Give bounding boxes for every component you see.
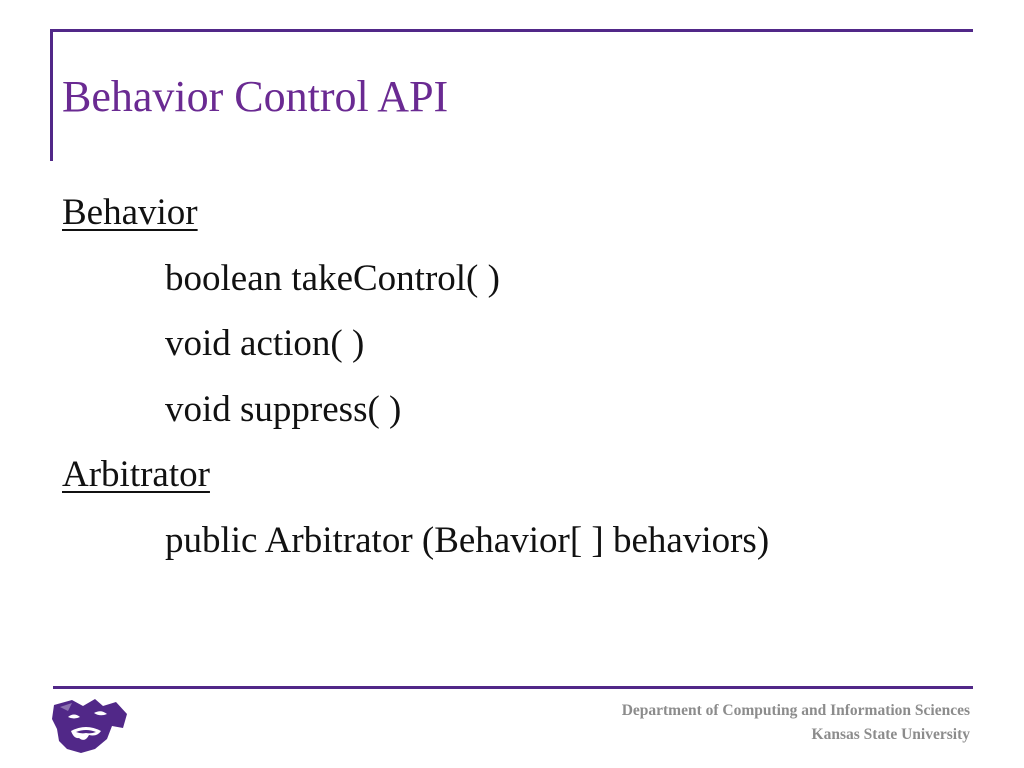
method-suppress: void suppress( ): [165, 388, 402, 430]
top-frame-rule: [50, 29, 973, 32]
arbitrator-constructor: public Arbitrator (Behavior[ ] behaviors): [165, 519, 770, 561]
method-take-control: boolean takeControl( ): [165, 257, 500, 299]
footer-department: Department of Computing and Information Sciences: [621, 702, 970, 719]
slide-content: [62, 190, 962, 583]
left-frame-rule: [50, 29, 53, 161]
section-heading-behavior: Behavior: [62, 192, 198, 233]
footer-credits: [622, 699, 970, 747]
footer-university: Kansas State University: [811, 726, 970, 743]
wildcat-logo-icon: [50, 697, 130, 755]
method-action: void action( ): [165, 323, 365, 364]
footer-rule: [53, 686, 973, 689]
section-heading-arbitrator: Arbitrator: [62, 454, 210, 495]
slide-title: Behavior Control API: [62, 72, 449, 121]
